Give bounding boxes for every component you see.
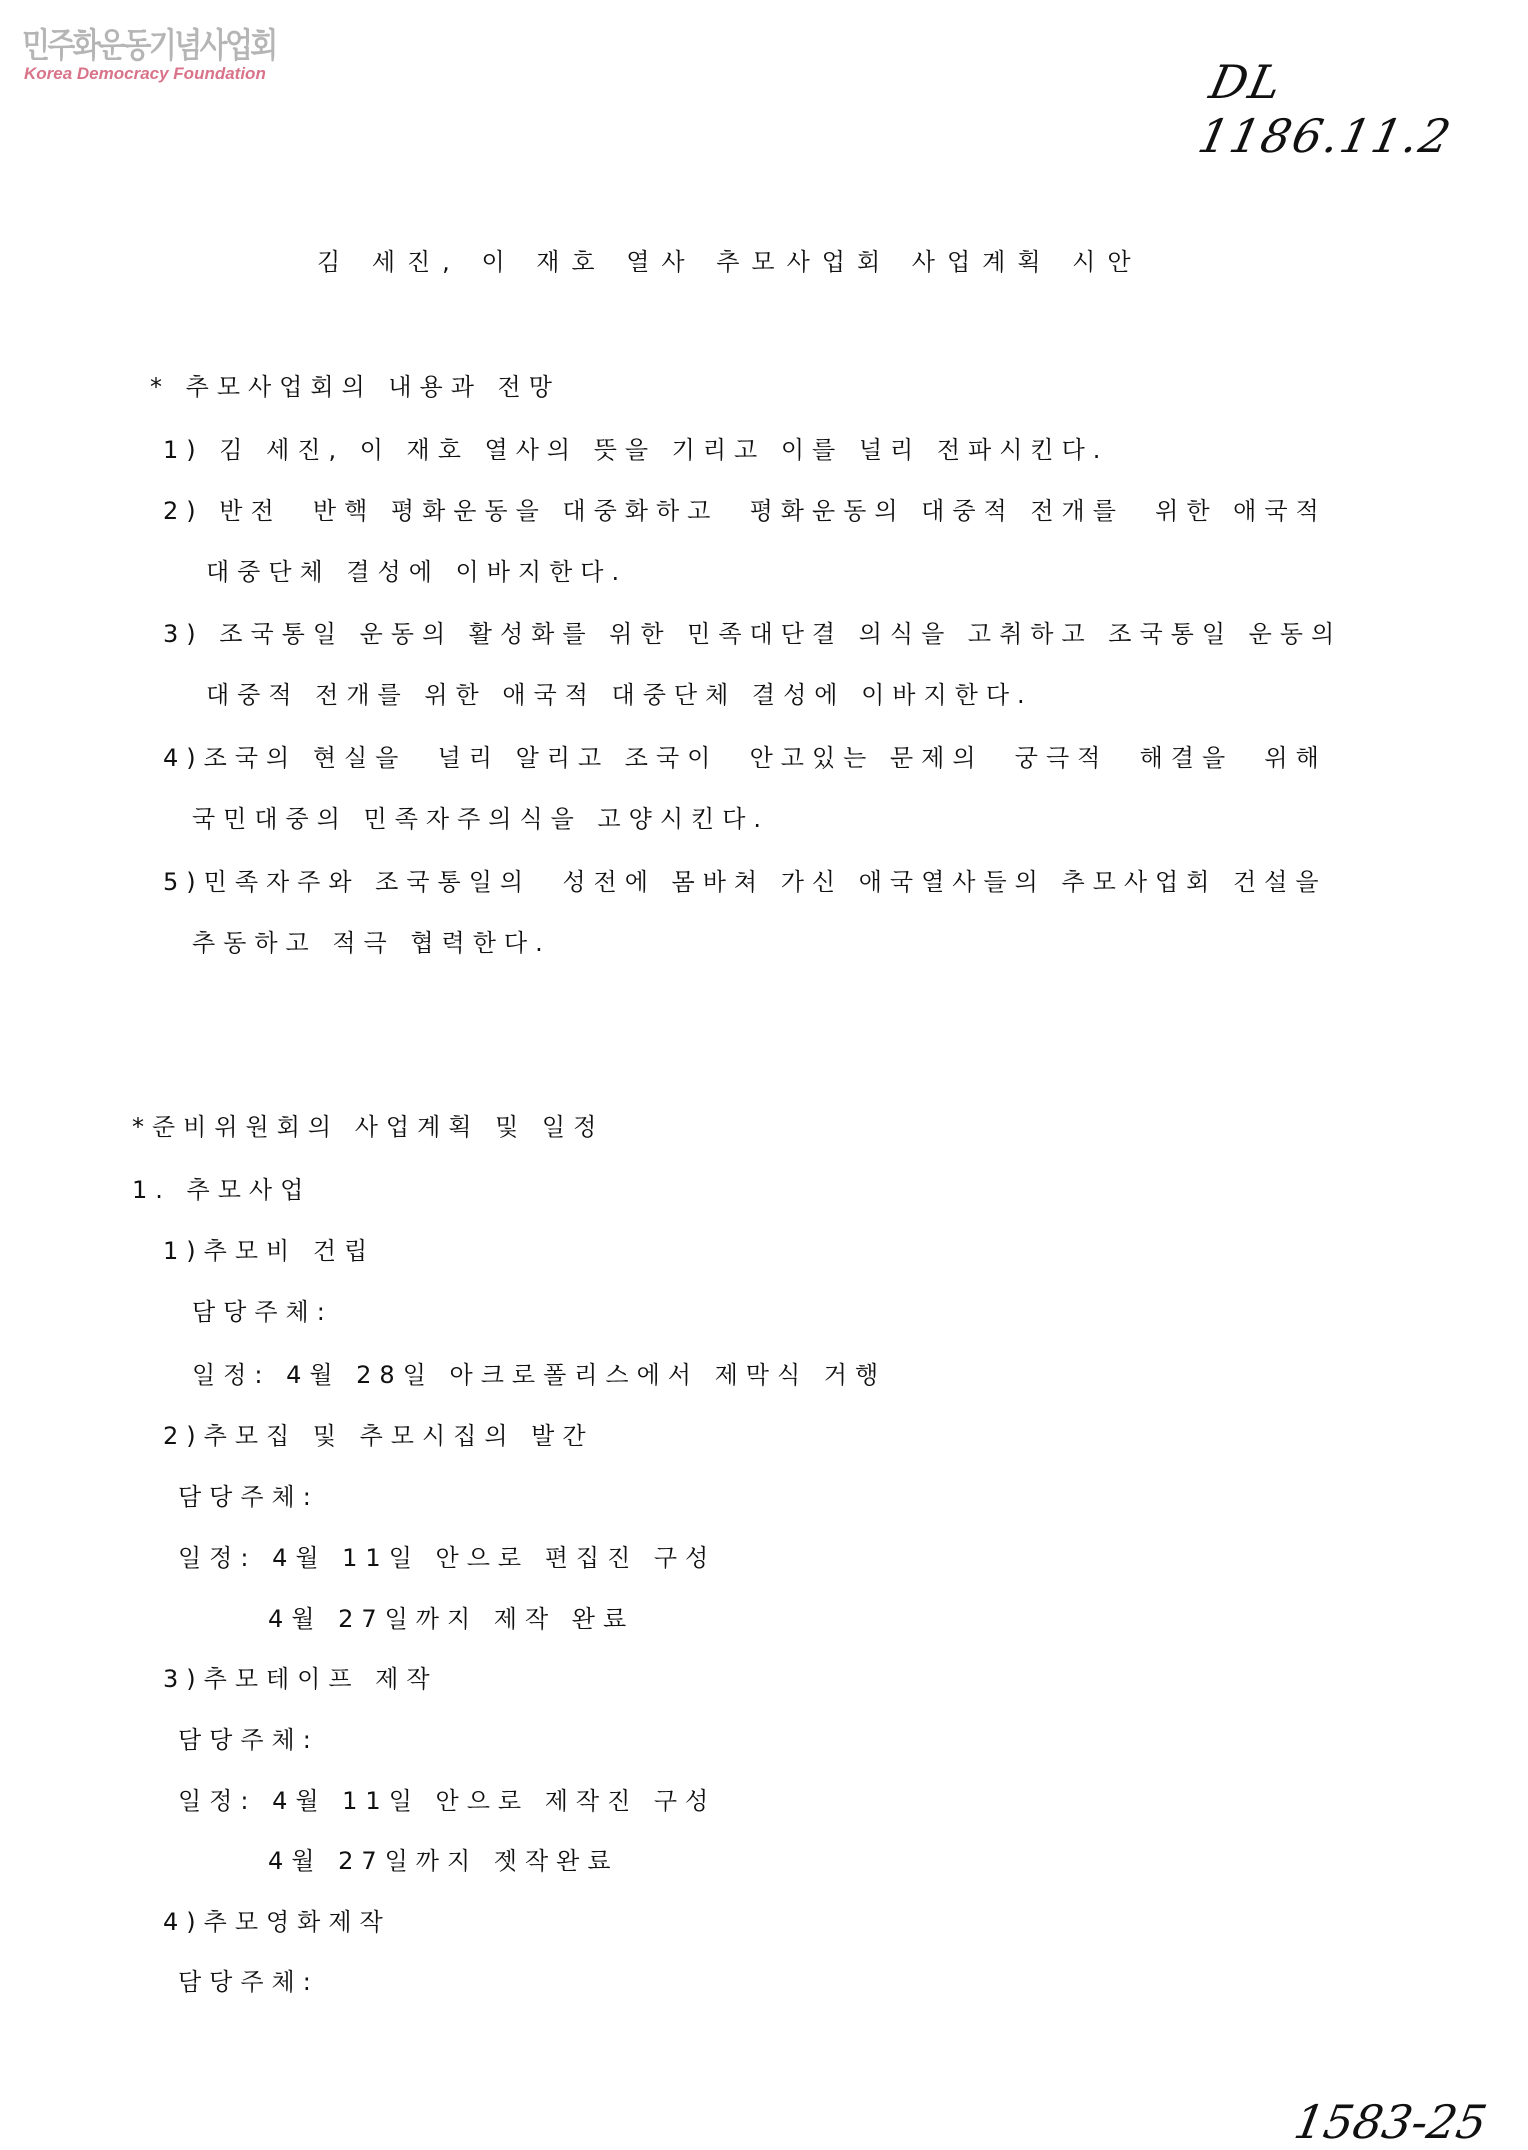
plan-item: 4)추모영화제작 — [163, 1908, 391, 1936]
section1-item: 4)조국의 현실을 널리 알리고 조국이 안고있는 문제의 궁극적 해결을 위해 — [163, 744, 1327, 772]
plan-owner: 담당주체: — [178, 1483, 319, 1511]
plan-schedule-continuation: 4월 27일까지 제작 완료 — [268, 1605, 635, 1633]
watermark-logo-english: Korea Democracy Foundation — [24, 64, 266, 83]
document-title: 김 세진, 이 재호 열사 추모사업회 사업계획 시안 — [317, 248, 1143, 276]
section1-heading: * 추모사업회의 내용과 전망 — [150, 373, 560, 401]
section2-heading: *준비위원회의 사업계획 및 일정 — [132, 1113, 605, 1141]
plan-item: 1)추모비 건립 — [163, 1237, 376, 1265]
plan-schedule: 일정: 4월 11일 안으로 편집진 구성 — [178, 1544, 717, 1572]
plan-schedule-continuation: 4월 27일까지 젯작완료 — [268, 1847, 619, 1875]
handwritten-reference-top: DL 1186.11.2 — [1193, 55, 1458, 163]
section1-item: 1) 김 세진, 이 재호 열사의 뜻을 기리고 이를 널리 전파시킨다. — [163, 436, 1109, 464]
plan-owner: 담당주체: — [178, 1726, 319, 1754]
plan-owner: 담당주체: — [178, 1968, 319, 1996]
section1-item: 5)민족자주와 조국통일의 성전에 몸바쳐 가신 애국열사들의 추모사업회 건설을 — [163, 868, 1327, 896]
section1-item-continuation: 대중단체 결성에 이바지한다. — [206, 558, 628, 586]
section1-item-continuation: 국민대중의 민족자주의식을 고양시킨다. — [192, 805, 770, 833]
section1-item-continuation: 대중적 전개를 위한 애국적 대중단체 결성에 이바지한다. — [206, 681, 1033, 709]
plan-schedule: 일정: 4월 11일 안으로 제작진 구성 — [178, 1787, 717, 1815]
section1-item: 2) 반전 반핵 평화운동을 대중화하고 평화운동의 대중적 전개를 위한 애국적 — [163, 497, 1327, 525]
plan-schedule: 일정: 4월 28일 아크로폴리스에서 제막식 거행 — [192, 1361, 887, 1389]
plan-owner: 담당주체: — [192, 1298, 333, 1326]
section2-subheading: 1. 추모사업 — [132, 1176, 312, 1204]
plan-item: 2)추모집 및 추모시집의 발간 — [163, 1422, 594, 1450]
section1-item-continuation: 추동하고 적극 협력한다. — [192, 929, 551, 957]
handwritten-reference-bottom: 1583-25 — [1290, 2095, 1491, 2149]
plan-item: 3)추모테이프 제작 — [163, 1665, 438, 1693]
watermark-logo-korean: 민주화운동기념사업회 — [22, 26, 276, 66]
section1-item: 3) 조국통일 운동의 활성화를 위한 민족대단결 의식을 고취하고 조국통일 운동의 — [163, 620, 1343, 648]
